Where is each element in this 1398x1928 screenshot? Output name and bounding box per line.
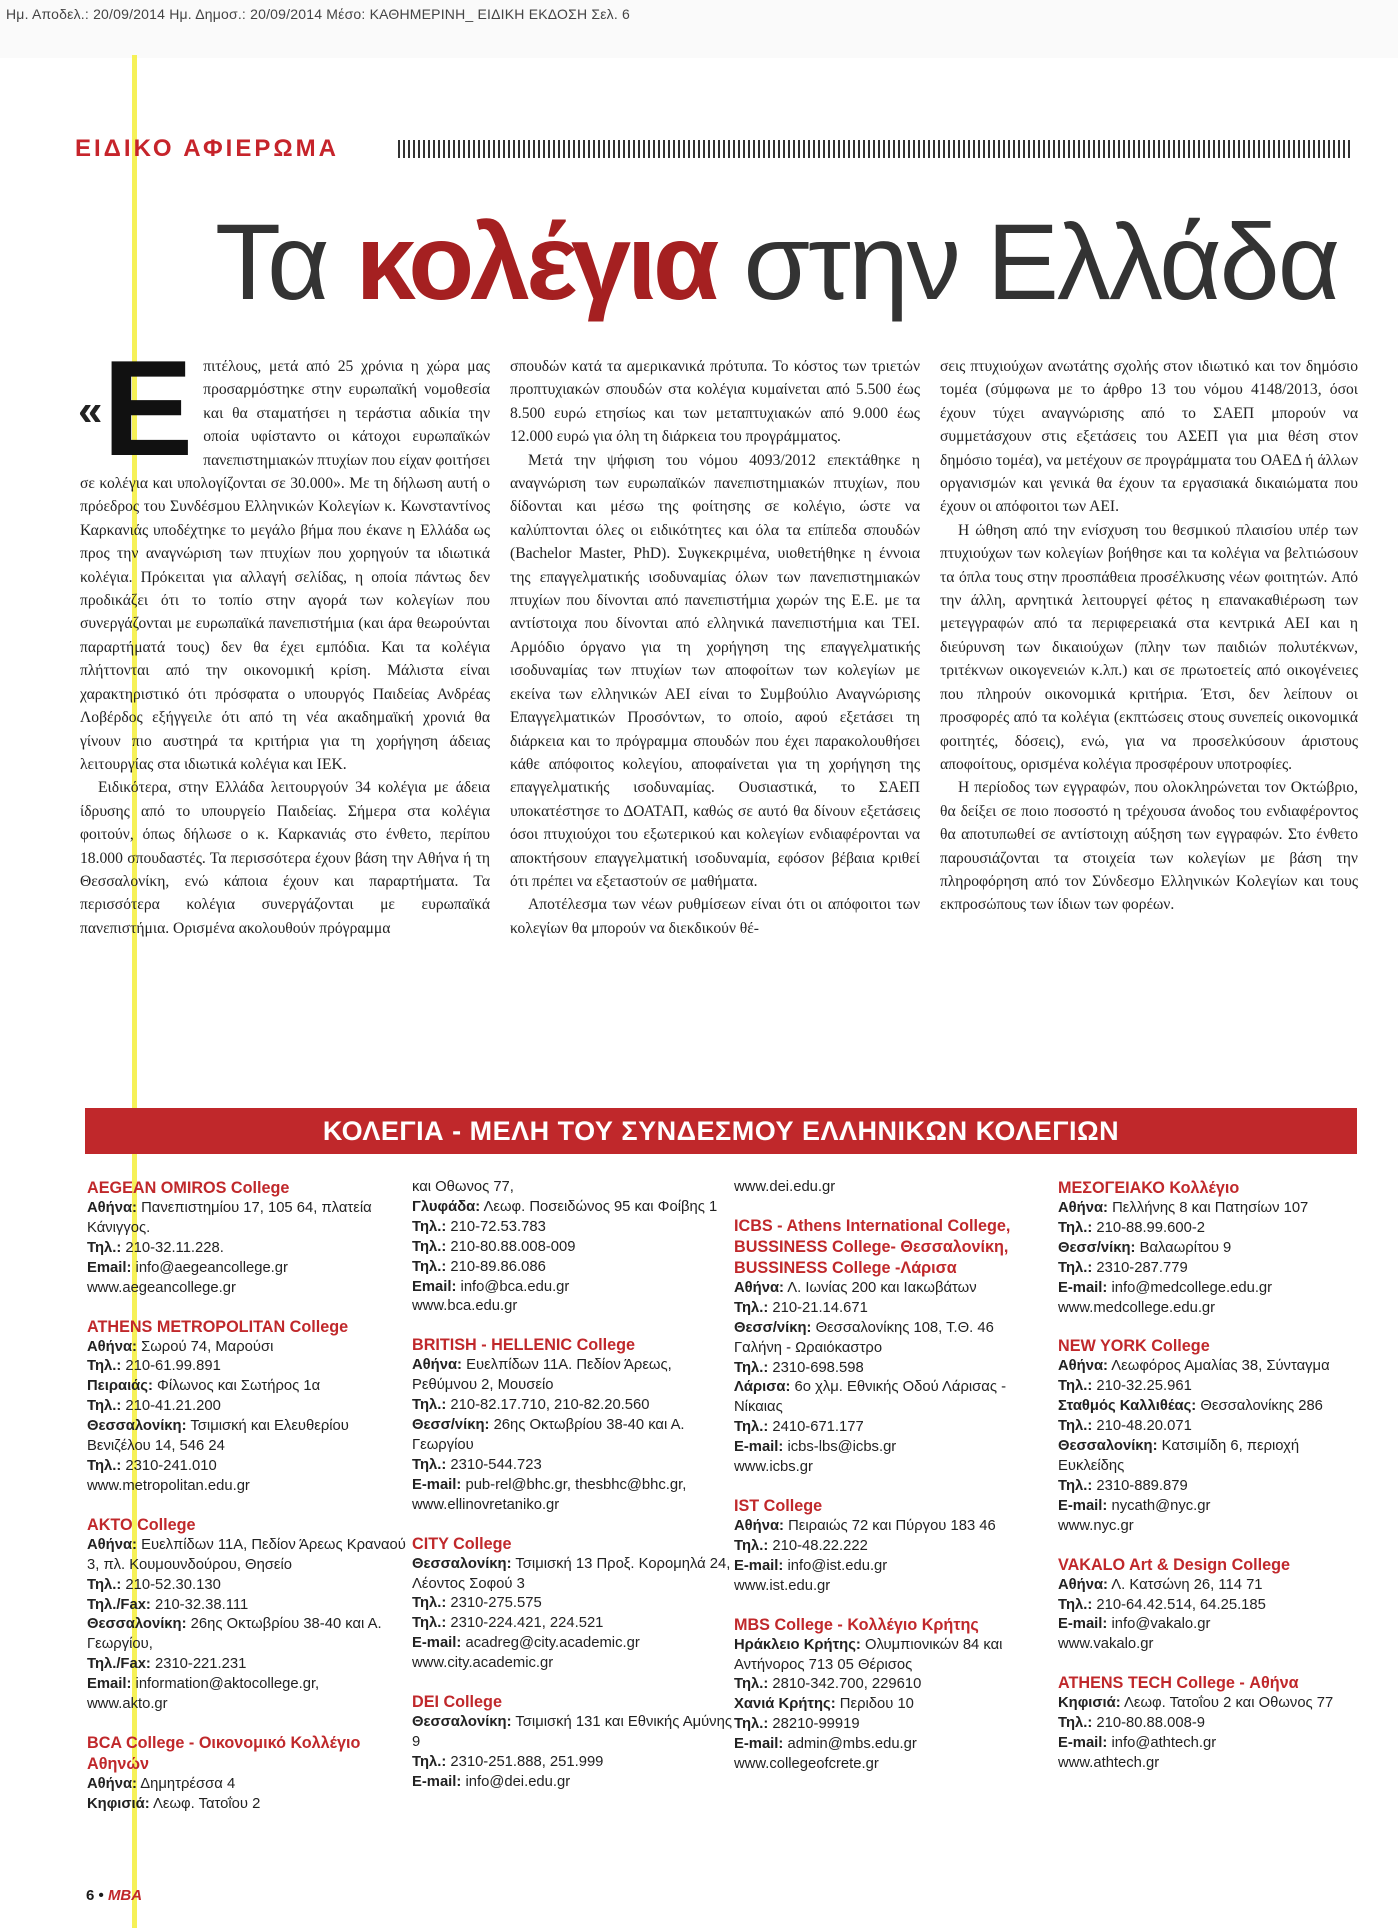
college-name: NEW YORK College [1058,1337,1210,1356]
contact-line [412,1356,732,1396]
contact-line [734,1557,1044,1577]
contact-value: 2310-698.598 [772,1359,864,1376]
magazine-logo: MBA [107,1887,143,1904]
contact-value: info@dei.edu.gr [465,1773,571,1790]
paragraph: πιτέλους, μετά από 25 χρόνια η χώρα μας προσαρμόστηκε στην ευρωπαϊκή νομοθεσία και θα σταματήσει η τεράστια αδικία την οποία υφίσταντο οι κάτοχοι ευρωπαϊκών πανεπιστημιακών πτυχίων που είχαν φοιτήσει σε κολέγια και υπολογίζονται σε 30.000». Με τη δήλωση αυτή ο πρόεδρος του Συνδέσμου Ελληνικών Κολεγίων κ. Κωνσταντίνος Καρκανιάς υποδέχτηκε το μεγάλο βήμα που έκανε η Ελλάδα ως προς την αναγνώριση των πτυχίων που χορηγούν τα ιδιωτικά κολέγια. Πρόκειται για αλλαγή σελίδας, η οποία πάντως δεν προδικάζει ότι το τοπίο στην αγορά των κολεγίων που συνεργάζονται με ευρωπαϊκά πανεπιστήμια (και άρα θεωρούνται παραρτήματά τους) δεν θα έχει εμπόδια. Και τα κολέγια πλήττονται από την οικονομική κρίση. Μάλιστα είναι χαρακτηριστικό ότι πρόσφατα ο υπουργός Παιδείας Ανδρέας Λοβέρδος εξήγγειλε ότι από τη νέα ακαδημαϊκή χρονιά θα γίνουν πιο αυστηρά τα κριτήρια για τη χορήγηση άδειας λειτουργίας στα ιδιωτικά κολέγια και ΙΕΚ. [80,358,490,773]
contact-line [734,1577,1044,1597]
contact-value: acadreg@city.academic.gr [465,1635,640,1652]
college-entry [734,1216,1044,1478]
contact-label: Email: [412,1278,457,1295]
contact-value: 2310-287.779 [1096,1259,1188,1276]
contact-line [1058,1576,1363,1596]
contact-label: Τηλ.: [87,1398,122,1415]
listing-column [1058,1178,1363,1792]
contact-value: 210-21.14.671 [772,1299,868,1316]
contact-line [1058,1734,1363,1754]
contact-value: Σωρού 74, Μαρούσι [141,1338,274,1355]
contact-line [734,1359,1044,1379]
contact-value: admin@mbs.edu.gr [787,1736,917,1753]
contact-label: Τηλ./Fax: [87,1656,151,1673]
college-entry [1058,1555,1363,1656]
contact-line [1058,1635,1363,1655]
contact-value: www.vakalo.gr [1058,1636,1154,1653]
contact-label: Τηλ.: [734,1676,769,1693]
contact-value: www.athtech.gr [1058,1754,1160,1771]
college-entry [87,1317,407,1497]
contact-value: 210-80.88.008-009 [450,1238,576,1255]
contact-value: 210-61.99.891 [125,1358,221,1375]
contact-label: Τηλ.: [1058,1715,1093,1732]
contact-value: 210-32.11.228. [125,1239,224,1256]
contact-line [734,1378,1044,1418]
college-name: ΜΕΣΟΓΕΙΑΚΟ Κολλέγιο [1058,1179,1240,1197]
contact-value: 210-48.20.071 [1096,1418,1192,1435]
contact-label: Τηλ.: [412,1258,447,1275]
contact-value: Πελλήνης 8 και Πατησίων 107 [1112,1200,1309,1216]
contact-line [87,1357,407,1377]
contact-value: Πειραιώς 72 και Πύργου 183 46 [788,1517,996,1534]
contact-value: nycath@nyc.gr [1111,1497,1211,1514]
contact-value: Λ. Ιωνίας 200 και Ιακωβάτων [787,1279,977,1296]
contact-line [87,1377,407,1397]
contact-label: Θεσσαλονίκη: [412,1555,512,1572]
contact-line [1058,1397,1363,1417]
paragraph: σπουδών κατά τα αμερικανικά πρότυπα. Το κόστος των τριετών προπτυχιακών σπουδών στα κολέγια κυμαίνεται από 5.500 έως 8.500 ευρώ ετησίως και των μεταπτυχιακών από 9.000 έως 12.000 ευρώ για όλη τη διάρκεια του προγράμματος. [510,358,920,446]
contact-value: Λ. Κατσώνη 26, 114 71 [1111,1576,1263,1593]
contact-value: info@vakalo.gr [1111,1616,1211,1633]
contact-label: E-mail: [1058,1735,1108,1752]
contact-line [734,1438,1044,1458]
contact-label: E-mail: [734,1736,784,1753]
contact-line [734,1695,1044,1715]
contact-value: 6ο χλμ. Εθνικής Οδού Λάρισας - Νίκαιας [734,1379,1007,1416]
contact-line [87,1536,407,1576]
contact-line [734,1675,1044,1695]
contact-value: Δημητρέσσα 4 [140,1775,236,1792]
contact-line [734,1418,1044,1438]
contact-value: Κατσιμίδη 6, περιοχή Ευκλείδης [1058,1438,1300,1474]
contact-label: Αθήνα: [412,1357,462,1374]
contact-label: Τηλ.: [412,1238,447,1255]
contact-label: Τηλ.: [412,1753,447,1770]
contact-label: Τηλ.: [1058,1378,1093,1395]
contact-line [87,1655,407,1675]
contact-line [734,1735,1044,1755]
contact-line [87,1279,407,1299]
contact-value: 210-32.25.961 [1096,1378,1192,1395]
contact-line [412,1476,732,1516]
contact-label: Αθήνα: [734,1279,784,1296]
headline-post: στην Ελλάδα [715,201,1339,322]
contact-label: E-mail: [734,1557,784,1574]
contact-label: Θεσσαλονίκη: [87,1418,187,1435]
contact-line [734,1319,1044,1359]
contact-label: Τηλ.: [87,1239,122,1256]
contact-line [1058,1239,1363,1259]
contact-value: 210-80.88.008-9 [1096,1715,1205,1732]
college-entry [87,1733,407,1815]
contact-line [412,1594,732,1614]
contact-line [734,1755,1044,1775]
contact-label: Χανιά Κρήτης: [734,1696,836,1713]
contact-value: 2310-544.723 [450,1456,542,1473]
college-entry [1058,1336,1363,1536]
contact-value: 210-41.21.200 [125,1398,221,1415]
contact-value: www.akto.gr [87,1696,168,1713]
contact-label: Αθήνα: [1058,1358,1108,1375]
contact-line [1058,1357,1363,1377]
contact-value: www.bca.edu.gr [412,1298,518,1315]
contact-line [87,1795,407,1815]
contact-value: www.city.academic.gr [412,1655,554,1672]
contact-line [412,1297,732,1317]
college-name: AKTO College [87,1515,196,1534]
contact-label: E-mail: [1058,1497,1108,1514]
contact-value: 26ης Οκτωβρίου 38-40 και Α. Γεωργίου [412,1417,685,1453]
contact-value: Περιδου 10 [839,1696,914,1713]
contact-value: Ευελπίδων 11Α, Πεδίον Άρεως Κραναού 3, πλ. Κουμουνδούρου, Θησείο [87,1536,406,1573]
contact-value: 210-64.42.514, 64.25.185 [1096,1596,1266,1613]
contact-value: info@aegeancollege.gr [135,1259,288,1276]
contact-label: Τηλ.: [734,1716,769,1733]
college-name: ATHENS METROPOLITAN College [87,1317,349,1336]
contact-value: 2410-671.177 [772,1419,864,1436]
college-entry [412,1178,732,1317]
contact-value: 210-82.17.710, 210-82.20.560 [450,1397,650,1414]
contact-line [87,1417,407,1457]
listing-banner: ΚΟΛΕΓΙΑ - ΜΕΛΗ ΤΟΥ ΣΥΝΔΕΣΜΟΥ ΕΛΛΗΝΙΚΩΝ ΚΟΛΕΓΙΩΝ [85,1108,1357,1154]
contact-label: Θεσσαλονίκη: [1058,1438,1158,1455]
contact-value: www.medcollege.edu.gr [1058,1299,1216,1316]
contact-value: 2310-889.879 [1096,1477,1188,1494]
contact-value: 210-72.53.783 [450,1218,546,1235]
contact-label: Email: [87,1676,132,1693]
contact-label: Αθήνα: [1058,1576,1108,1593]
college-name: IST College [734,1496,823,1515]
contact-label: Αθήνα: [1058,1200,1108,1216]
contact-value: pub-rel@bhc.gr, thesbhc@bhc.gr, www.ellinovretaniko.gr [412,1476,687,1513]
college-name: ICBS - Athens International College, BUSSINESS College- Θεσσαλονίκη, BUSSINESS College -Λάρισα [734,1216,1011,1277]
contact-line [1058,1259,1363,1279]
contact-label: Τηλ.: [1058,1259,1093,1276]
contact-line [1058,1417,1363,1437]
contact-value: info@athtech.gr [1111,1735,1217,1752]
contact-value: info@ist.edu.gr [787,1557,888,1574]
contact-line [412,1456,732,1476]
contact-value: info@medcollege.edu.gr [1111,1279,1273,1296]
college-name: BRITISH - HELLENIC College [412,1336,636,1355]
contact-value: Ολυμπιονικών 84 και Αντήνορος 713 05 Θέρισος [734,1636,1003,1673]
paragraph: Ειδικότερα, στην Ελλάδα λειτουργούν 34 κολέγια με άδεια ίδρυσης από το υπουργείο Παιδείας. Σήμερα στα κολέγια φοιτούν, όπως δήλωσε ο κ. Καρκανιάς στο ένθετο, περίπου 18.000 σπουδαστές. Τα περισσότερα έχουν βάση την Αθήνα ή τη Θεσσαλονίκη, ενώ κάποια έχουν και παραρτήματα. Τα περισσότερα κολέγια συνεργάζονται με ευρωπαϊκά πανεπιστήμια. Ορισμένα ακολουθούν πρόγραμμα [80,779,490,937]
contact-line [87,1675,407,1695]
article-column-2 [510,355,920,940]
contact-value: 26ης Οκτωβρίου 38-40 και Α. Γεωργίου, [87,1616,382,1653]
contact-line [1058,1517,1363,1537]
college-name: BCA College - Οικονομικό Κολλέγιο Αθηνών [87,1733,361,1773]
contact-value: Φίλωνος και Σωτήρος 1α [157,1378,321,1395]
contact-label: E-mail: [734,1439,784,1456]
college-entry [734,1615,1044,1775]
contact-value: 28210-99919 [772,1716,860,1733]
contact-line [734,1458,1044,1478]
contact-line [1058,1199,1363,1219]
contact-label: Γλυφάδα: [412,1198,481,1215]
decorative-rule [398,140,1350,158]
contact-label: Τηλ./Fax: [87,1596,151,1613]
contact-label: Αθήνα: [734,1517,784,1534]
college-entry [412,1692,732,1793]
college-entry [1058,1673,1363,1774]
contact-line [1058,1714,1363,1734]
contact-line [1058,1615,1363,1635]
college-entry [87,1178,407,1299]
contact-line [412,1178,732,1198]
contact-value: www.aegeancollege.gr [87,1279,236,1296]
contact-line [412,1396,732,1416]
contact-label: Αθήνα: [87,1536,137,1553]
contact-line [1058,1694,1363,1714]
contact-label: Τηλ.: [734,1359,769,1376]
contact-value: 210-52.30.130 [125,1576,221,1593]
contact-value: Λεωφόρος Αμαλίας 38, Σύνταγμα [1111,1358,1330,1375]
contact-line [412,1614,732,1634]
contact-value: 2310-251.888, 251.999 [450,1753,604,1770]
contact-line [87,1615,407,1655]
contact-line [412,1773,732,1793]
contact-line [1058,1754,1363,1774]
contact-label: Τηλ.: [412,1615,447,1632]
headline [215,201,1339,322]
contact-line [734,1517,1044,1537]
contact-value: Λεωφ. Τατοΐου 2 [152,1795,261,1812]
contact-value: 210-88.99.600-2 [1096,1219,1205,1236]
paragraph: σεις πτυχιούχων ανωτάτης σχολής στον ιδιωτικό και τον δημόσιο τομέα (σύμφωνα με το άρθρο 13 του νόμου 4148/2013, όσοι έχουν τύχει αναγνώρισης από το ΣΑΕΠ μπορούν να συμμετάσχουν στις εξετάσεις του ΑΣΕΠ για μια θέση στον δημόσιο τομέα), να μετέχουν σε προγράμματα του ΟΑΕΔ ή άλλων οργανισμών και γενικά θα έχουν τα εργασιακά δικαιώματα που έχουν οι απόφοιτοι των ΑΕΙ. [940,358,1358,516]
contact-line [734,1537,1044,1557]
contact-line [412,1654,732,1674]
contact-label: Τηλ.: [1058,1219,1093,1236]
contact-line [1058,1279,1363,1299]
contact-label: E-mail: [412,1635,462,1652]
paragraph: Η περίοδος των εγγραφών, που ολοκληρώνεται τον Οκτώβριο, θα δείξει σε ποιο ποσοστό η τρέχουσα άνοδος του ενδιαφέροντος θα αποτυπωθεί σε αντίστοιχη αύξηση των εγγραφών. Στο ένθετο παρουσιάζονται τα στοιχεία των κολεγίων με βάση την πληροφόρηση από τον Σύνδεσμο Ελληνικών Κολεγίων και τους εκπροσώπους των ίδιων των φορέων. [940,779,1358,914]
contact-value: Τσιμισκή και Ελευθερίου Βενιζέλου 14, 546 24 [87,1418,349,1455]
article-column-3 [940,355,1358,917]
contact-line [412,1198,732,1218]
contact-label: Ηράκλειο Κρήτης: [734,1636,861,1653]
contact-value: Ευελπίδων 11Α. Πεδίον Άρεως, Ρεθύμνου 2, Μουσείο [412,1357,672,1394]
contact-line [87,1576,407,1596]
contact-line [87,1596,407,1616]
contact-label: Θεσσαλονίκη: [412,1714,512,1731]
college-entry [734,1178,1044,1198]
contact-line [734,1715,1044,1735]
contact-value: www.ist.edu.gr [734,1577,831,1594]
paragraph: Η ώθηση από την ενίσχυση του θεσμικού πλαισίου υπέρ των πτυχιούχων των κολεγίων βοήθησε και τα κολέγια να βελτιώσουν τα όπλα τους στην προσπάθεια προσέλκυσης νέων φοιτητών. Από την άλλη, αρνητικά λειτουργεί φέτος η επανακαθιέρωση των μετεγγραφών από τα περιφερειακά στα κεντρικά ΑΕΙ και η διεύρυνση των δικαιούχων (πλην των παιδιών πολυτέκνων, τριτέκνων οικογενειών κ.λπ.) και σε πρωτοετείς από οικογένειες που πληρούν οικονομικά κριτήρια. Έτσι, δεν λείπουν οι προσφορές από τα κολέγια (εκπτώσεις στους συνεπείς οικονομικά φοιτητές, δόσεις), ενώ, για να προσελκύσουν άριστους αποφοίτους, ορισμένα κολέγια προσφέρουν υποτροφίες. [940,521,1358,773]
contact-label: E-mail: [412,1773,462,1790]
contact-label: Θεσσαλονίκη: [87,1616,187,1633]
contact-line [412,1634,732,1654]
contact-label: Θεσσ/νίκη: [734,1319,812,1336]
contact-label: Κηφισιά: [1058,1695,1121,1712]
contact-value: 2310-221.231 [154,1656,247,1673]
contact-label: Τηλ.: [734,1419,769,1436]
contact-value: 2310-224.421, 224.521 [450,1615,604,1632]
contact-line [1058,1299,1363,1319]
contact-value: και Οθωνος 77, [412,1179,514,1195]
section-title: ΕΙΔΙΚΟ ΑΦΙΕΡΩΜΑ [75,135,339,162]
contact-line [87,1338,407,1358]
contact-line [87,1457,407,1477]
contact-label: Αθήνα: [87,1200,137,1216]
contact-value: 210-89.86.086 [450,1258,546,1275]
contact-label: Αθήνα: [87,1338,137,1355]
contact-label: E-mail: [1058,1616,1108,1633]
contact-label: Τηλ.: [87,1358,122,1375]
contact-value: 2810-342.700, 229610 [772,1676,922,1693]
contact-line [87,1477,407,1497]
drop-cap: Ε [102,332,194,484]
contact-value: 2310-241.010 [125,1457,217,1474]
college-entry [734,1496,1044,1597]
contact-value: info@bca.edu.gr [460,1278,570,1295]
page-footer [86,1887,142,1904]
contact-line [412,1713,732,1753]
contact-line [87,1239,407,1259]
contact-label: Τηλ.: [412,1218,447,1235]
contact-line [734,1178,1044,1198]
college-name: CITY College [412,1534,512,1553]
listing-column [412,1178,732,1811]
contact-line [412,1258,732,1278]
contact-value: Βαλαωρίτου 9 [1139,1239,1232,1256]
contact-label: Τηλ.: [734,1537,769,1554]
contact-line [87,1397,407,1417]
contact-label: Θεσσ/νίκη: [1058,1239,1136,1256]
contact-line [1058,1219,1363,1239]
paragraph: Μετά την ψήφιση του νόμου 4093/2012 επεκτάθηκε η αναγνώριση των ευρωπαϊκών πανεπιστημιακών πτυχίων, που δίδονται και μέσω της φοίτησης σε κολέγιο, ώστε να καλύπτονται όλες οι ειδικότητες και όλα τα επίπεδα σπουδών (Bachelor Master, PhD). Συγκεκριμένα, υιοθετήθηκε η έννοια της επαγγελματικής ισοδυναμίας όλων των πανεπιστημιακών πτυχίων που δίνονται από πανεπιστήμια χωρών της Ε.Ε. με τα αντίστοιχα που δίνονται από ελληνικά πανεπιστήμια και ΤΕΙ. Αρμόδιο όργανο για τη χορήγηση της επαγγελματικής ισοδυναμίας των πτυχίων των αποφοίτων των κολεγίων με εκείνα των ελληνικών ΑΕΙ είναι το Συμβούλιο Αναγνώρισης Επαγγελματικών Προσόντων, το οποίο, αφού εξετάσει τη διάρκεια και το πρόγραμμα σπουδών που έχει παρακολουθήσει κάθε απόφοιτος κολεγίου, αποφαίνεται για τη χορήγηση της επαγγελματικής ισοδυναμίας. Ουσιαστικά, το ΣΑΕΠ υποκατέστησε το ΔΟΑΤΑΠ, καθώς σε αυτό θα δίνουν εξετάσεις όσοι πτυχιούχοι του εξωτερικού και κολεγίων ενδιαφέρονται να αποκτήσουν επαγγελματική ισοδυναμία, εφόσον βέβαια κριθεί ότι πρέπει να εξεταστούν σε μαθήματα. [510,451,920,890]
contact-value: 2310-275.575 [450,1595,542,1612]
contact-line [87,1259,407,1279]
contact-value: www.collegeofcrete.gr [734,1756,879,1773]
paragraph: Αποτέλεσμα των νέων ρυθμίσεων είναι ότι οι απόφοιτοι των κολεγίων θα μπορούν να διεκδικούν θέ- [510,896,920,937]
article-column-1 [78,332,490,940]
contact-value: 210-48.22.222 [772,1537,868,1554]
contact-value: Λεωφ. Τατοΐου 2 και Οθωνος 77 [1123,1695,1334,1712]
contact-value: Τσιμισκή 131 και Εθνικής Αμύνης 9 [412,1714,732,1750]
contact-value: Πανεπιστημίου 17, 105 64, πλατεία Κάνιγγος. [87,1200,372,1236]
college-entry [87,1515,407,1715]
contact-line [1058,1477,1363,1497]
contact-value: information@aktocollege.gr, [135,1676,320,1693]
contact-value: www.nyc.gr [1058,1517,1134,1534]
listing-column [87,1178,407,1833]
contact-value: Λεωφ. Ποσειδώνος 95 και Φοίβης 1 [483,1198,718,1215]
contact-line [1058,1377,1363,1397]
contact-line [412,1416,732,1456]
quote-mark: « [78,386,103,435]
contact-line [87,1695,407,1715]
contact-value: www.dei.edu.gr [734,1179,836,1195]
listing-column [734,1178,1044,1793]
contact-line [412,1753,732,1773]
contact-value: icbs-lbs@icbs.gr [787,1439,897,1456]
contact-value: www.metropolitan.edu.gr [87,1477,250,1494]
contact-label: Τηλ.: [87,1576,122,1593]
page-number: 6 • [86,1887,104,1904]
contact-value: Θεσσαλονίκης 286 [1200,1398,1323,1415]
contact-line [734,1636,1044,1676]
college-entry [412,1534,732,1674]
headline-highlight: κολέγια [355,201,716,322]
college-name: VAKALO Art & Design College [1058,1555,1291,1574]
college-entry [412,1335,732,1515]
contact-line [1058,1596,1363,1616]
contact-label: Θεσσ/νίκη: [412,1417,490,1434]
contact-label: Τηλ.: [412,1595,447,1612]
contact-label: Λάρισα: [734,1379,791,1396]
contact-line [87,1199,407,1239]
college-name: DEI College [412,1693,502,1712]
contact-value: www.icbs.gr [734,1459,813,1476]
contact-line [1058,1437,1363,1477]
contact-line [412,1555,732,1595]
contact-label: E-mail: [1058,1279,1108,1296]
contact-label: Τηλ.: [412,1397,447,1414]
headline-pre: Τα [215,201,356,322]
contact-line [734,1299,1044,1319]
contact-label: Τηλ.: [1058,1477,1093,1494]
contact-label: Τηλ.: [1058,1596,1093,1613]
contact-label: Κηφισιά: [87,1795,150,1812]
contact-value: Θεσσαλονίκης 108, Τ.Θ. 46 Γαλήνη - Ωραιόκαστρο [734,1319,994,1356]
contact-label: E-mail: [412,1476,462,1493]
college-name: MBS College - Κολλέγιο Κρήτης [734,1615,979,1634]
contact-line [734,1279,1044,1299]
contact-label: Τηλ.: [412,1456,447,1473]
contact-line [412,1218,732,1238]
contact-label: Τηλ.: [87,1457,122,1474]
contact-value: 210-32.38.111 [154,1596,249,1613]
contact-label: Email: [87,1259,132,1276]
college-entry [1058,1178,1363,1318]
college-name: AEGEAN OMIROS College [87,1179,290,1197]
contact-label: Τηλ.: [734,1299,769,1316]
contact-label: Τηλ.: [1058,1418,1093,1435]
contact-line [412,1278,732,1298]
contact-line [1058,1497,1363,1517]
college-name: ATHENS TECH College - Αθήνα [1058,1674,1299,1693]
contact-label: Σταθμός Καλλιθέας: [1058,1398,1197,1415]
clipping-meta: Ημ. Αποδελ.: 20/09/2014 Ημ. Δημοσ.: 20/09/2014 Μέσο: ΚΑΘΗΜΕΡΙΝΗ_ ΕΙΔΙΚΗ ΕΚΔΟΣΗ Σελ. 6 [6,6,631,22]
contact-line [87,1775,407,1795]
contact-label: Πειραιάς: [87,1378,153,1395]
contact-label: Αθήνα: [87,1775,137,1792]
contact-line [412,1238,732,1258]
contact-value: Τσιμισκή 13 Προξ. Κορομηλά 24, Λέοντος Σοφού 3 [412,1555,731,1592]
